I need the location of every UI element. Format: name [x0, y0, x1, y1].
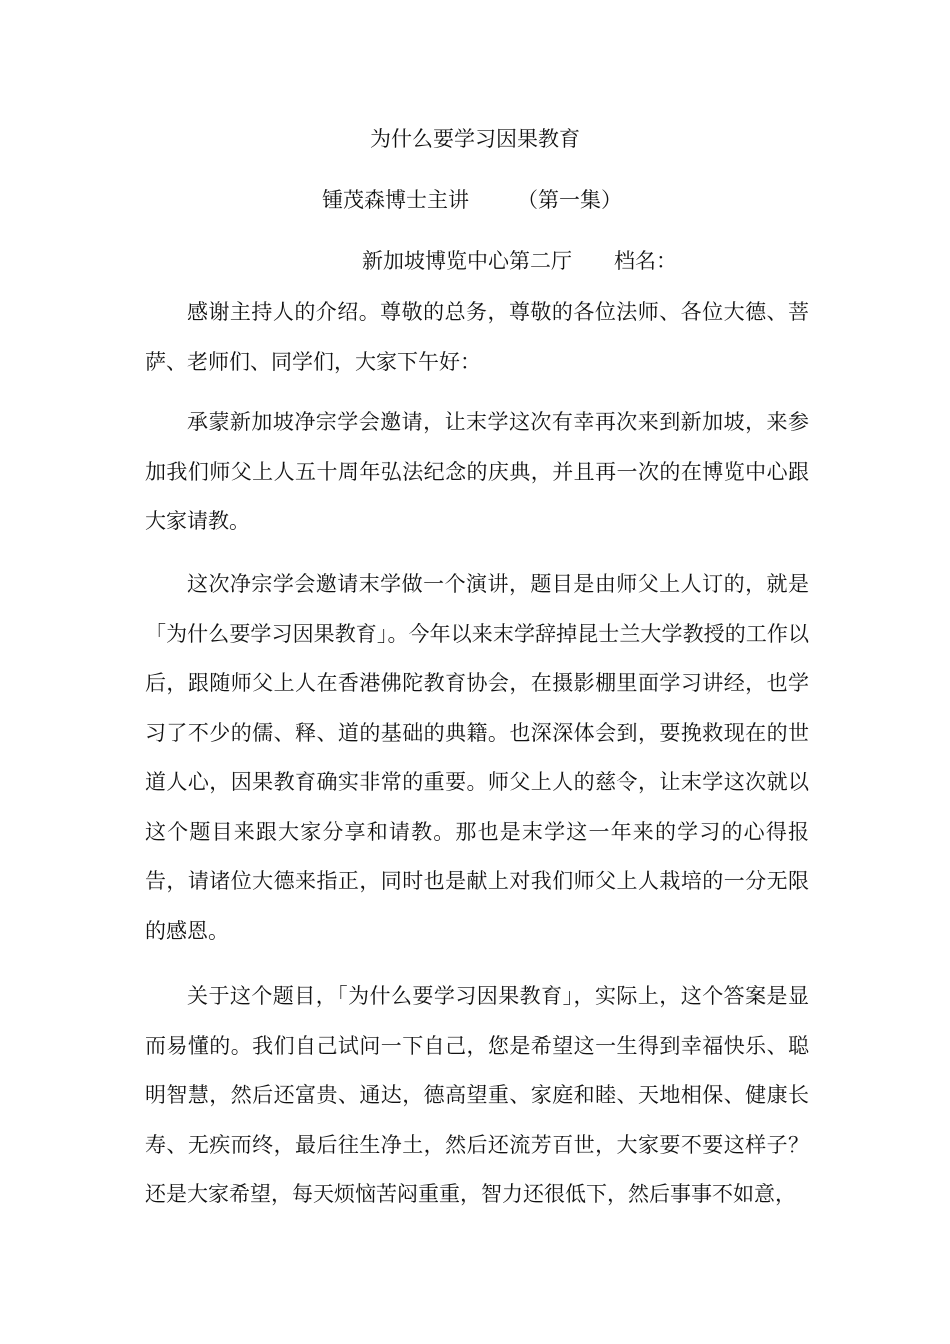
file-name-label: 档名：	[614, 249, 677, 273]
speaker-line	[322, 185, 622, 215]
venue-name: 新加坡博览中心第二厅	[362, 249, 572, 273]
paragraph-topic	[145, 560, 809, 956]
paragraph: 承蒙新加坡净宗学会邀请，让末学这次有幸再次来到新加坡，来参加我们师父上人五十周年弘法纪念的庆典，并且再一次的在博览中心跟大家请教。	[145, 410, 809, 533]
document-title: 为什么要学习因果教育	[370, 127, 580, 151]
venue-line	[362, 246, 677, 276]
paragraph: 关于这个题目，「为什么要学习因果教育」，实际上，这个答案是显而易懂的。我们自己试问一下自己，您是希望这一生得到幸福快乐、聪明智慧，然后还富贵、通达，德高望重、家庭和睦、天地相保、健康长寿、无疾而终，最后往生净土，然后还流芳百世，大家要不要这样子？还是大家希望，每天烦恼苦闷重重，智力还很低下，然后事事不如意，	[145, 984, 809, 1206]
paragraph-greeting	[145, 288, 809, 387]
paragraph-question	[145, 972, 809, 1220]
speaker-name: 锺茂森博士主讲	[322, 188, 469, 212]
paragraph: 这次净宗学会邀请末学做一个演讲，题目是由师父上人订的，就是「为什么要学习因果教育」。今年以来末学辞掉昆士兰大学教授的工作以后，跟随师父上人在香港佛陀教育协会，在摄影棚里面学习讲经，也学习了不少的儒、释、道的基础的典籍。也深深体会到，要挽救现在的世道人心，因果教育确实非常的重要。师父上人的慈令，让末学这次就以这个题目来跟大家分享和请教。那也是末学这一年来的学习的心得报告，请诸位大德来指正，同时也是献上对我们师父上人栽培的一分无限的感恩。	[145, 572, 809, 943]
episode-label: （第一集）	[517, 188, 622, 212]
paragraph: 感谢主持人的介绍。尊敬的总务，尊敬的各位法师、各位大德、菩萨、老师们、同学们，大家下午好：	[145, 300, 809, 374]
paragraph-invitation	[145, 398, 809, 547]
